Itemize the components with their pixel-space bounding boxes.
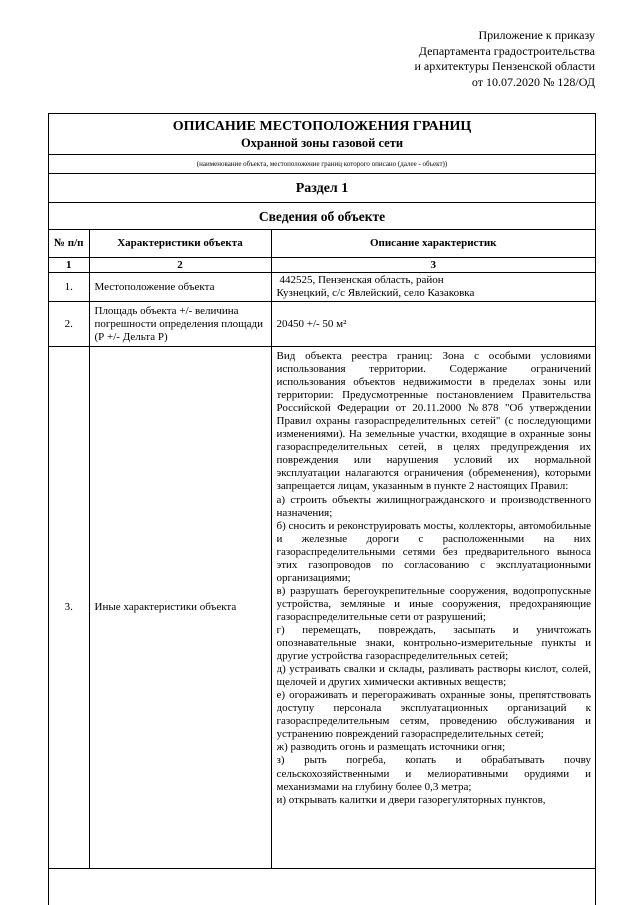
row-number: 2. (49, 302, 89, 347)
form-note: (наименование объекта, местоположение границ которого описано (далее - объект)) (49, 155, 595, 174)
annex-line: и архитектуры Пензенской области (414, 59, 595, 73)
restriction-paragraph: в) разрушать берегоукрепительные сооружения, водопропускные устройства, земляные и иные сооружения, предохраняющие газораспределительные сети от разрушений; (276, 584, 591, 623)
column-number: 1 (49, 258, 89, 273)
location-line: Кузнецкий, с/с Явлейский, село Казаковка (276, 287, 475, 299)
annex-header (414, 28, 595, 90)
column-number-row (49, 258, 595, 273)
boundary-description-form (48, 113, 596, 905)
column-header: № п/п (49, 230, 89, 258)
characteristic-value (271, 273, 595, 302)
table-row (49, 302, 595, 347)
restriction-paragraph: г) перемещать, повреждать, засыпать и уничтожать опознавательные знаки, контрольно-измерительные пункты и другие устройства газораспределительных сетей; (276, 623, 591, 663)
restriction-paragraph: з) рыть погреба, копать и обрабатывать почву сельскохозяйственными и мелиоративными орудиями и механизмами на глубину более 0,3 метра; (276, 754, 591, 793)
characteristic-name: Местоположение объекта (89, 273, 271, 302)
annex-line: Приложение к приказу (478, 28, 595, 42)
characteristic-value (271, 347, 595, 869)
annex-line: от 10.07.2020 № 128/ОД (471, 74, 595, 89)
characteristic-name: Площадь объекта +/- величина погрешности определения площади (Р +/- Дельта Р) (89, 302, 271, 347)
form-title-block (49, 114, 595, 155)
column-header: Описание характеристик (271, 230, 595, 258)
column-number: 3 (271, 258, 595, 273)
form-title: ОПИСАНИЕ МЕСТОПОЛОЖЕНИЯ ГРАНИЦ (172, 118, 472, 134)
section-title: Сведения об объекте (49, 203, 595, 230)
characteristic-value: 20450 +/- 50 м² (271, 302, 595, 347)
column-header: Характеристики объекта (89, 230, 271, 258)
table-header-row (49, 230, 595, 258)
section-heading: Раздел 1 (49, 174, 595, 203)
row-number: 3. (49, 347, 89, 869)
restriction-paragraph: и) открывать калитки и двери газорегуляторных пунктов, (276, 793, 546, 806)
column-number: 2 (89, 258, 271, 273)
form-table (49, 114, 595, 869)
restriction-paragraph: а) строить объекты жилищногражданского и производственного назначения; (276, 493, 591, 519)
table-row (49, 347, 595, 869)
restriction-paragraph: ж) разводить огонь и размещать источники огня; (276, 741, 506, 754)
restriction-paragraph: е) огораживать и перегораживать охранные зоны, препятствовать доступу персонала эксплуатационных организаций к газораспределительным сетям, проведению обслуживания и устранению повреждений газораспределительных сетей; (276, 689, 591, 741)
restriction-paragraph: д) устраивать свалки и склады, разливать растворы кислот, солей, щелочей и других химически активных веществ; (276, 663, 591, 689)
table-row (49, 273, 595, 302)
restriction-paragraph: Вид объекта реестра границ: Зона с особыми условиями использования территории. Содержание ограничений использования объектов недвижимости в пределах зоны или территории: Предусмотренные постановлением Правительства Российской Федерации от 20.11.2000 №878 "Об утверждении Правил охраны газораспределительных сетей" (с последующими изменениями). На земельные участки, входящие в охранные зоны газораспределительных сетей, в целях предупреждения их повреждения или нарушения условий их нормальной эксплуатации налагаются ограничения (обременения), которыми запрещается лицам, указанным в пункте 2 настоящих Правил: (276, 350, 591, 493)
location-line: 442525, Пензенская область, район (279, 274, 444, 286)
form-subtitle: Охранной зоны газовой сети (240, 135, 404, 150)
restrictions-text (277, 350, 592, 865)
row-number: 1. (49, 273, 89, 302)
characteristic-name: Иные характеристики объекта (89, 347, 271, 869)
restriction-paragraph: б) сносить и реконструировать мосты, коллекторы, автомобильные и железные дороги с расположенными на них газораспределительными сетями без предварительного выноса этих газопроводов по согласованию с эксплуатационными организациями; (276, 519, 591, 584)
annex-line: Департамента градостроительства (418, 43, 595, 58)
